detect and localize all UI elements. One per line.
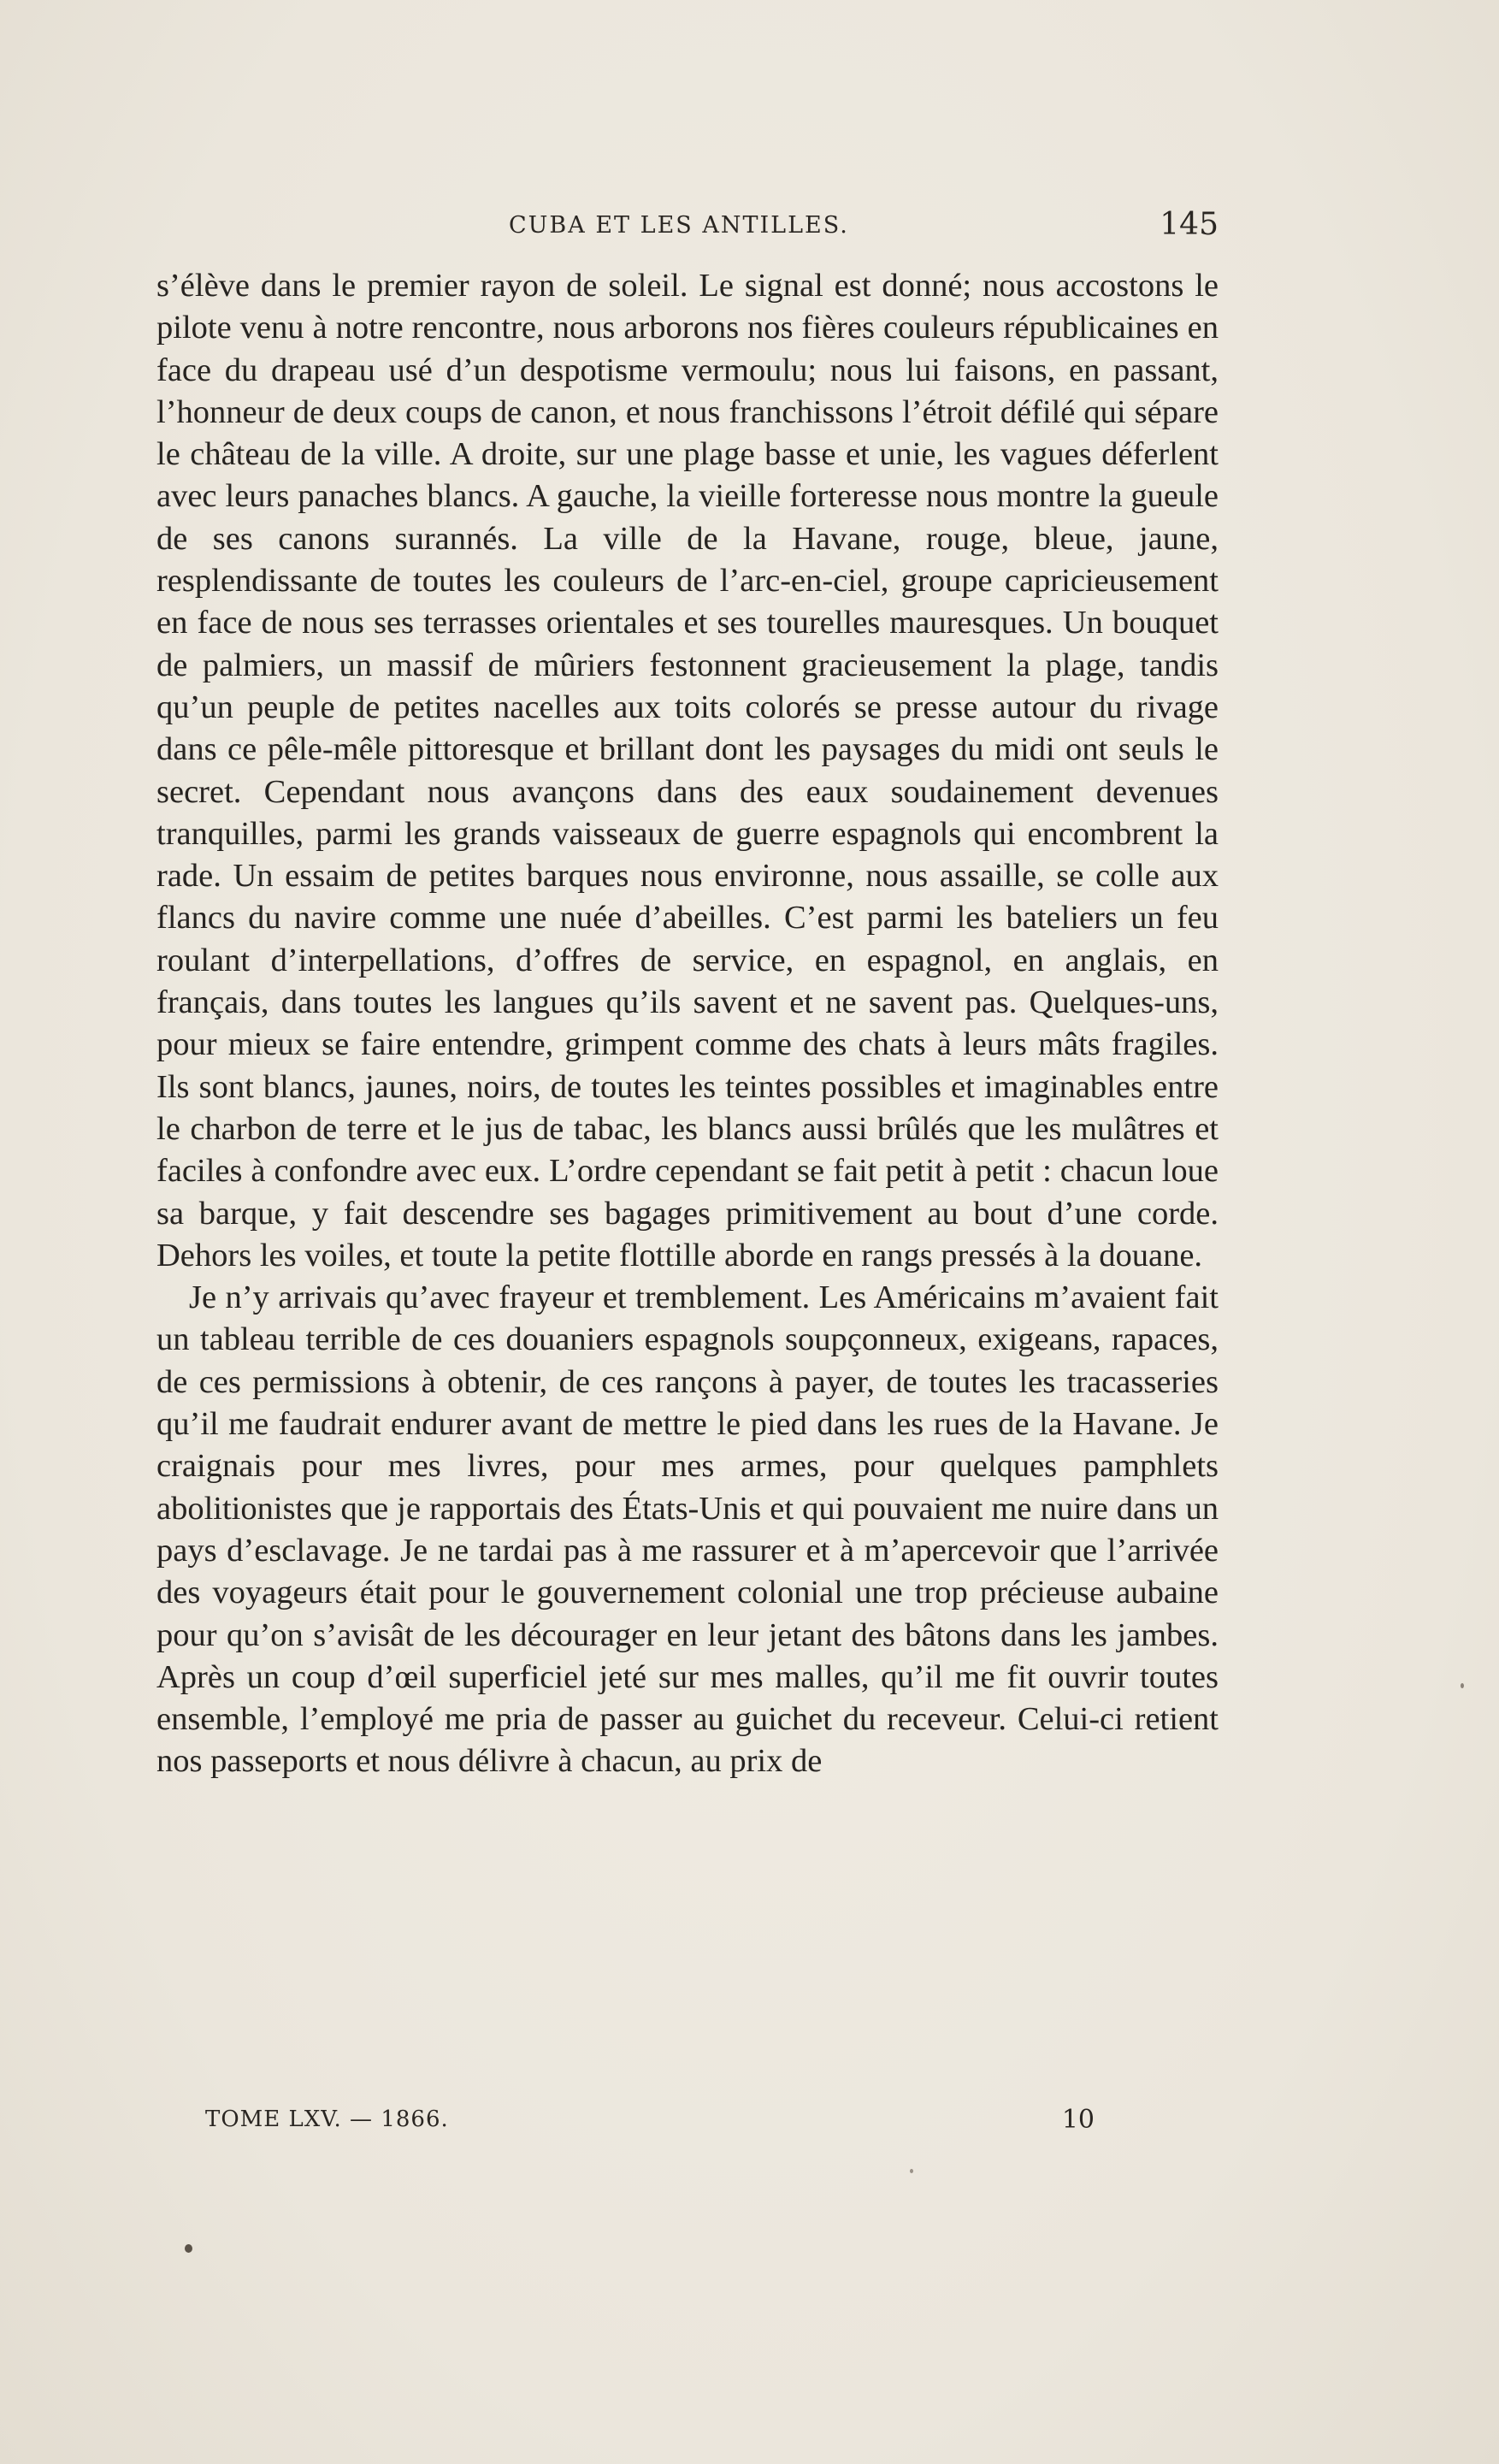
paragraph-1: s’élève dans le premier rayon de soleil. Le signal est donné; nous accostons le pilote venu à notre rencontre, nous arborons nos fières couleurs républicaines en face du drapeau usé d’un despotisme vermoulu; nous lui faisons, en passant, l’honneur de deux coups de canon, et nous franchissons l’étroit défilé qui sépare le château de la ville. A droite, sur une plage basse et unie, les vagues déferlent avec leurs panaches blancs. A gauche, la vieille forteresse nous montre la gueule de ses canons surannés. La ville de la Havane, rouge, bleue, jaune, resplendissante de toutes les couleurs de l’arc-en-ciel, groupe capricieusement en face de nous ses terrasses orientales et ses tourelles mauresques. Un bouquet de palmiers, un massif de mûriers festonnent gracieusement la plage, tandis qu’un peuple de petites nacelles aux toits colorés se presse autour du rivage dans ce pêle-mêle pittoresque et brillant dont les paysages du midi ont seuls le secret. Cependant nous avançons dans des eaux soudainement devenues tranquilles, parmi les grands vaisseaux de guerre espagnols qui encombrent la rade. Un essaim de petites barques nous environne, nous assaille, se colle aux flancs du navire comme une nuée d’abeilles. C’est parmi les bateliers un feu roulant d’interpellations, d’offres de service, en espagnol, en anglais, en français, dans toutes les langues qu’ils savent et ne savent pas. Quelques-uns, pour mieux se faire entendre, grimpent comme des chats à leurs mâts fragiles. Ils sont blancs, jaunes, noirs, de toutes les teintes possibles et imaginables entre le charbon de terre et le jus de tabac, les blancs aussi brûlés que les mulâtres et faciles à confondre avec eux. L’ordre cependant se fait petit à petit : chacun loue sa barque, y fait descendre ses bagages primitivement au bout d’une corde. Dehors les voiles, et toute la petite flottille aborde en rangs pressés à la douane.	[156, 268, 1219, 1273]
page-header	[156, 205, 1219, 248]
signature-mark: 10	[1061, 2105, 1095, 2135]
page-footer	[205, 2107, 1095, 2141]
body-text	[156, 265, 1219, 1783]
page-number: 145	[1160, 207, 1219, 242]
ink-speck	[910, 2169, 913, 2173]
running-title: CUBA ET LES ANTILLES.	[509, 212, 849, 239]
paragraph-2: Je n’y arrivais qu’avec frayeur et tremblement. Les Américains m’avaient fait un tableau terrible de ces douaniers espagnols soupçonneux, exigeans, rapaces, de ces permissions à obtenir, de ces rançons à payer, de toutes les tracasseries qu’il me faudrait endurer avant de mettre le pied dans les rues de la Havane. Je craignais pour mes livres, pour mes armes, pour quelques pamphlets abolitionistes que je rapportais des États-Unis et qui pouvaient me nuire dans un pays d’esclavage. Je ne tardai pas à me rassurer et à m’apercevoir que l’arrivée des voyageurs était pour le gouvernement colonial une trop précieuse aubaine pour qu’on s’avisât de les décourager en leur jetant des bâtons dans les jambes. Après un coup d’œil superficiel jeté sur mes malles, qu’il me fit ouvrir toutes ensemble, l’employé me pria de passer au guichet du receveur. Celui-ci retient nos passeports et nous délivre à chacun, au prix de	[156, 1279, 1219, 1780]
ink-speck	[1461, 1683, 1464, 1688]
volume-line: TOME LXV. — 1866.	[205, 2107, 449, 2132]
ink-speck	[185, 2244, 192, 2253]
